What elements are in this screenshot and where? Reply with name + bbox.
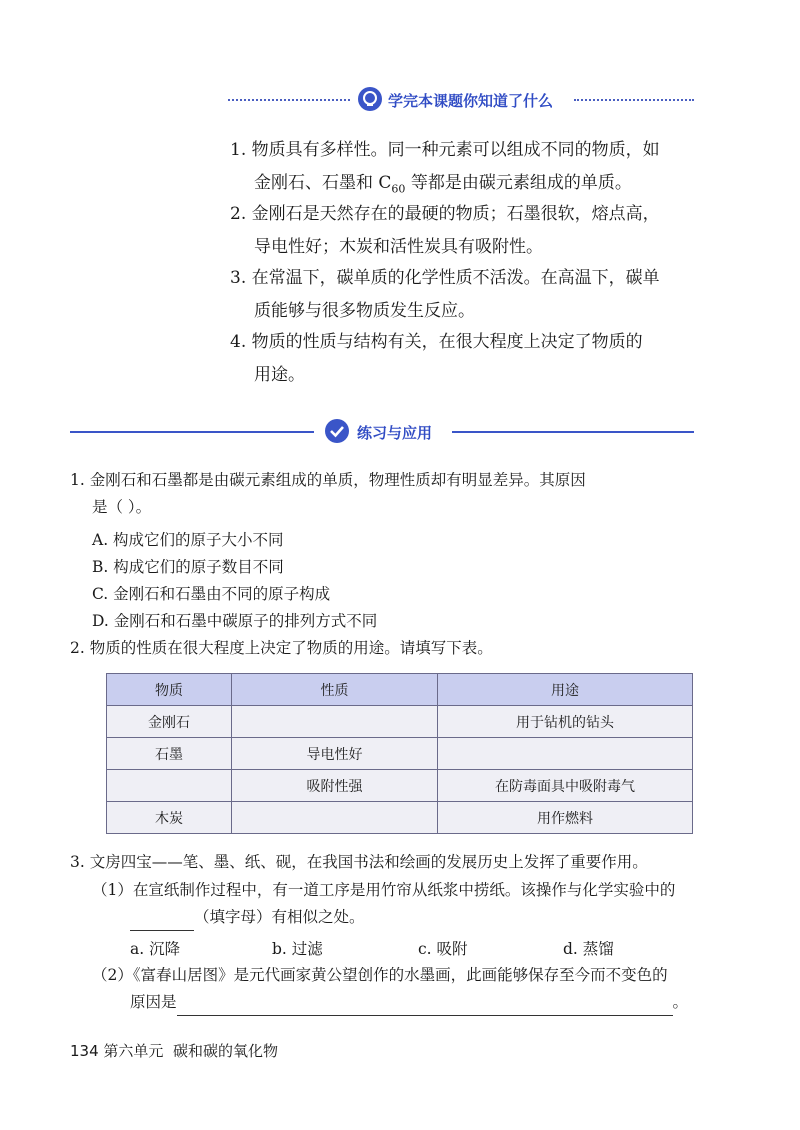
option-d: D. 金刚石和石墨中碳原子的排列方式不同 [92,612,378,630]
table-header-row [107,674,693,706]
question-3-part1-text: （填字母）有相似之处。 [194,908,365,926]
table-cell[interactable] [107,770,232,802]
question-1-line2: 是（ ）。 [92,498,152,516]
q3-option-c: c. 吸附 [418,940,468,958]
table-cell[interactable] [438,738,693,770]
summary-item-4 [230,326,700,392]
summary-item-number: 4. [230,332,247,352]
summary-item-text: 等都是由碳元素组成的单质。 [405,173,632,193]
option-b: B. 构成它们的原子数目不同 [92,558,284,576]
topic-label: 碳和碳的氧化物 [172,1042,278,1060]
summary-header-right-dots [574,99,694,101]
header-use: 用途 [438,674,693,706]
header-substance: 物质 [107,674,232,706]
page-footer [70,1040,278,1061]
q3-option-b: b. 过滤 [272,940,323,958]
table-row [107,802,693,834]
question-2-text: 2. 物质的性质在很大程度上决定了物质的用途。请填写下表。 [70,639,493,657]
table-cell[interactable] [232,802,438,834]
summary-item-text: 质能够与很多物质发生反应。 [254,301,475,321]
table-cell: 木炭 [107,802,232,834]
table-cell: 金刚石 [107,706,232,738]
question-3-part2-line2 [130,989,688,1016]
answer-blank[interactable] [177,995,673,1016]
table-row [107,738,693,770]
question-3-part2-prefix: 原因是 [130,993,177,1011]
summary-item-text: 用途。 [254,365,305,385]
summary-header-left-dots [228,99,350,101]
table-cell: 在防毒面具中吸附毒气 [438,770,693,802]
summary-section-title: 学完本课题你知道了什么 [388,92,554,110]
practice-header-right-line [452,431,694,433]
lightbulb-icon [358,87,382,111]
summary-item-text: 导电性好；木炭和活性炭具有吸附性。 [254,237,543,257]
option-c: C. 金刚石和石墨由不同的原子构成 [92,585,331,603]
q3-option-a: a. 沉降 [130,940,181,958]
page-number: 134 [70,1042,99,1060]
q3-option-d: d. 蒸馏 [563,940,614,958]
checkmark-icon [325,419,349,443]
question-3-part2-suffix: 。 [672,993,689,1011]
answer-blank[interactable] [130,910,194,931]
option-a: A. 构成它们的原子大小不同 [92,531,284,549]
table-cell[interactable] [232,706,438,738]
table-cell: 导电性好 [232,738,438,770]
summary-item-number: 2. [230,204,247,224]
summary-item-number: 3. [230,268,247,288]
question-3-part1-line2 [130,904,365,931]
summary-item-3 [230,262,700,328]
table-cell: 用作燃料 [438,802,693,834]
unit-label: 第六单元 [103,1042,164,1060]
summary-item-number: 1. [230,140,247,160]
question-3-text: 3. 文房四宝——笔、墨、纸、砚，在我国书法和绘画的发展历史上发挥了重要作用。 [70,853,648,871]
question-1-line1: 1. 金刚石和石墨都是由碳元素组成的单质，物理性质却有明显差异。其原因 [70,471,586,489]
table-cell: 用于钻机的钻头 [438,706,693,738]
summary-item-text: 金刚石、石墨和 C [254,173,392,193]
practice-section-title: 练习与应用 [357,424,433,442]
table-cell: 吸附性强 [232,770,438,802]
summary-item-text: 金刚石是天然存在的最硬的物质；石墨很软，熔点高， [251,204,660,224]
summary-item-1 [230,134,700,205]
question-3-part1-line1: （1）在宣纸制作过程中，有一道工序是用竹帘从纸浆中捞纸。该操作与化学实验中的 [92,881,676,899]
table-cell: 石墨 [107,738,232,770]
properties-table [106,673,693,834]
summary-item-2 [230,198,700,264]
table-row [107,706,693,738]
summary-item-text: 物质的性质与结构有关，在很大程度上决定了物质的 [251,332,643,352]
table-row [107,770,693,802]
practice-header-left-line [70,431,314,433]
subscript-60: 60 [391,182,406,196]
header-property: 性质 [232,674,438,706]
summary-item-text: 物质具有多样性。同一种元素可以组成不同的物质，如 [251,140,660,160]
question-3-part2-line1: （2）《富春山居图》是元代画家黄公望创作的水墨画，此画能够保存至今而不变色的 [92,966,668,984]
summary-item-text: 在常温下，碳单质的化学性质不活泼。在高温下，碳单 [251,268,660,288]
